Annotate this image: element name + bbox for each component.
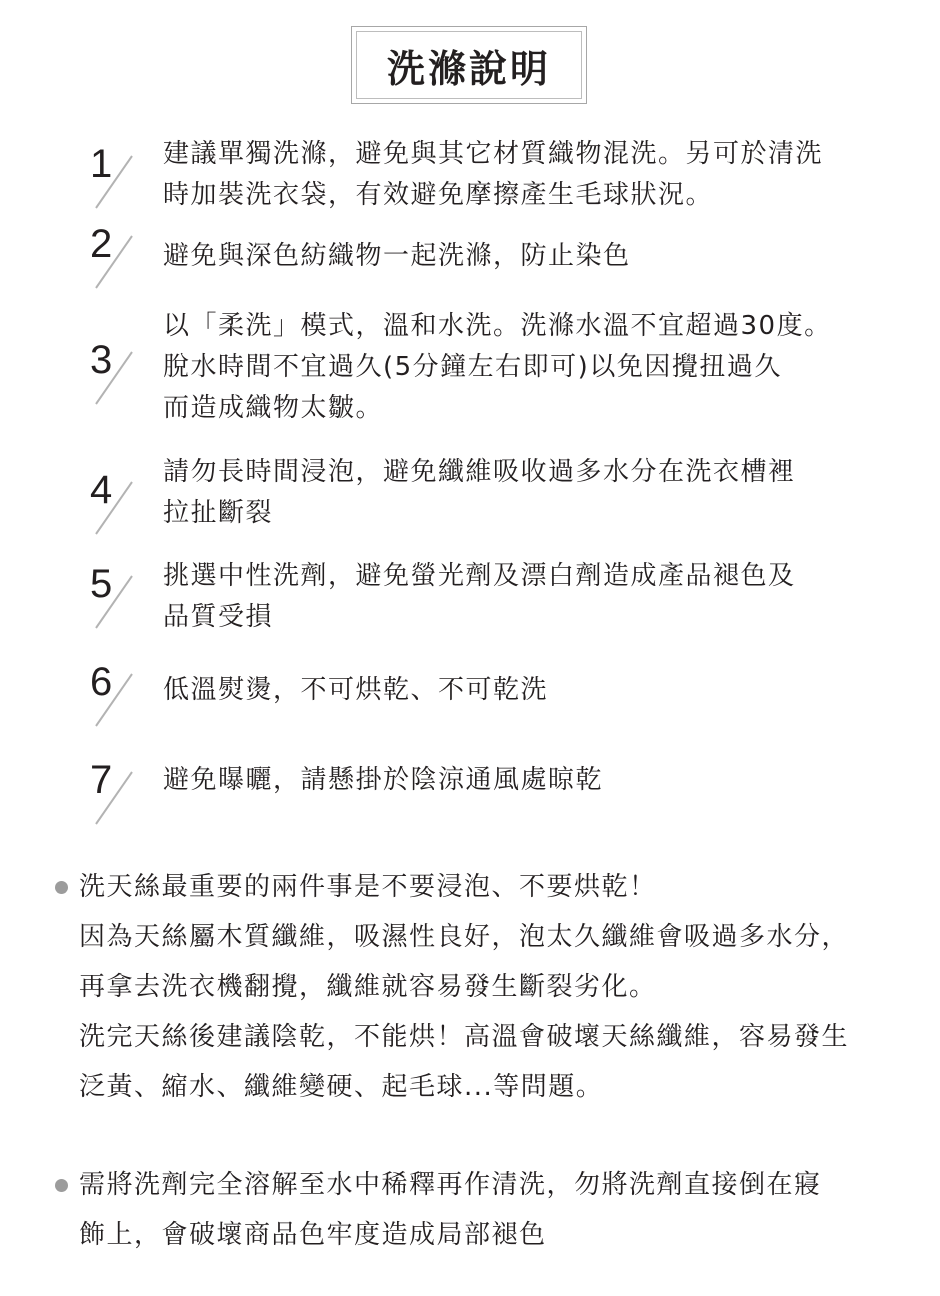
note-line: 泛黃、縮水、纖維變硬、起毛球...等問題。 [79,1072,604,1102]
note-line: 洗完天絲後建議陰乾，不能烘！高溫會破壞天絲纖維，容易發生 [79,1022,850,1052]
step-line: 時加裝洗衣袋，有效避免摩擦產生毛球狀況。 [163,180,714,210]
slash-decoration-icon [92,672,136,728]
note-text [79,862,899,1112]
note-line: 再拿去洗衣機翻攪，纖維就容易發生斷裂劣化。 [79,972,657,1002]
bullet-dot-icon [55,1179,68,1192]
step-number-badge [88,758,138,828]
step-number-badge [88,142,138,212]
step-line: 挑選中性洗劑，避免螢光劑及漂白劑造成產品褪色及 [163,561,796,591]
slash-decoration-icon [92,154,136,210]
step-number: 7 [90,758,113,802]
slash-decoration-icon [92,480,136,536]
step-line: 而造成織物太皺。 [163,393,384,423]
note-line: 需將洗劑完全溶解至水中稀釋再作清洗，勿將洗劑直接倒在寢 [79,1170,822,1200]
step-number-badge [88,468,138,538]
step-line: 請勿長時間浸泡，避免纖維吸收過多水分在洗衣槽裡 [163,457,796,487]
step-line: 品質受損 [163,602,274,632]
step-line: 避免曝曬，請懸掛於陰涼通風處晾乾 [163,765,604,795]
title-box [351,26,587,104]
page-title: 洗滌說明 [356,31,582,99]
step-number: 3 [90,338,113,382]
step-line: 脫水時間不宜過久(5分鐘左右即可)以免因攪扭過久 [163,352,782,382]
step-line: 建議單獨洗滌，避免與其它材質織物混洗。另可於清洗 [163,139,824,169]
step-line: 以「柔洗」模式，溫和水洗。洗滌水溫不宜超過30度。 [163,311,832,341]
step-text [163,452,883,534]
step-number: 4 [90,468,113,512]
slash-decoration-icon [92,770,136,826]
step-text [163,670,883,711]
note-line: 洗天絲最重要的兩件事是不要浸泡、不要烘乾！ [79,872,657,902]
step-line: 避免與深色紡織物一起洗滌，防止染色 [163,241,631,271]
note-line: 飾上，會破壞商品色牢度造成局部褪色 [79,1220,547,1250]
slash-decoration-icon [92,234,136,290]
slash-decoration-icon [92,574,136,630]
step-text [163,556,883,638]
step-line: 低溫熨燙，不可烘乾、不可乾洗 [163,675,549,705]
step-text [163,134,883,216]
step-line: 拉扯斷裂 [163,498,274,528]
step-number: 5 [90,562,113,606]
step-number-badge [88,338,138,408]
step-number: 6 [90,660,113,704]
step-number-badge [88,660,138,730]
step-number-badge [88,222,138,292]
bullet-dot-icon [55,881,68,894]
slash-decoration-icon [92,350,136,406]
step-number: 1 [90,142,113,186]
note-text [79,1160,899,1260]
step-number: 2 [90,222,113,266]
note-line: 因為天絲屬木質纖維，吸濕性良好，泡太久纖維會吸過多水分， [79,922,850,952]
step-text [163,760,883,801]
step-text [163,236,883,277]
step-number-badge [88,562,138,632]
step-text [163,306,883,429]
